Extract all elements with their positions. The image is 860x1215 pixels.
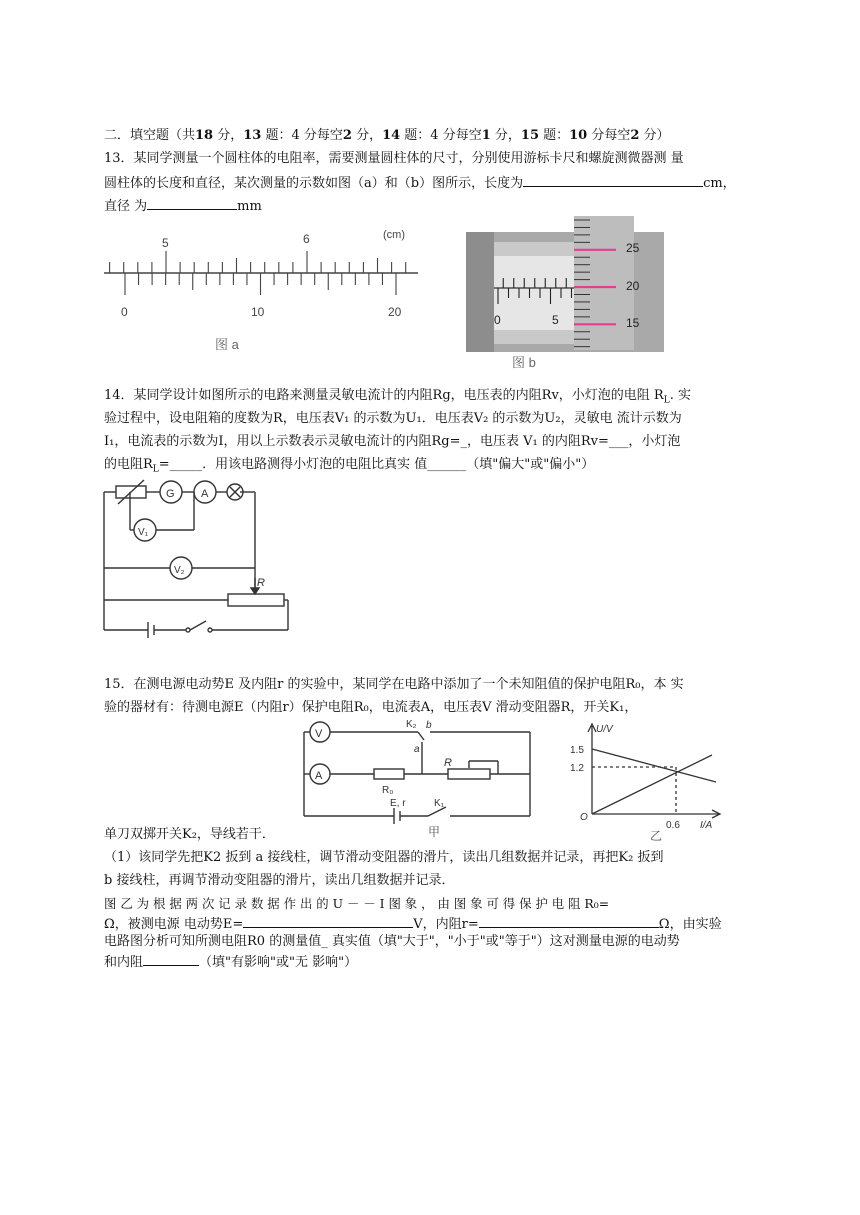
unit-mm: mm bbox=[237, 199, 262, 214]
sleeve-label-5: 5 bbox=[552, 313, 559, 327]
q15-line6: 图 乙 为 根 据 两 次 记 录 数 据 作 出 的 U － － I 图 象 ， 由 图 象 可 得 保 护 电 阻 R₀= bbox=[104, 896, 610, 911]
thimble-label-15: 15 bbox=[626, 316, 640, 330]
svg-text:V₂: V₂ bbox=[174, 565, 185, 576]
svg-text:K₁: K₁ bbox=[434, 798, 445, 809]
q13-line2-text: 圆柱体的长度和直径，某次测量的示数如图（a）和（b）图所示，长度为 bbox=[104, 176, 524, 191]
svg-text:R₀: R₀ bbox=[382, 785, 394, 796]
x-tick-0-6: 0.6 bbox=[666, 820, 680, 831]
header-part: 13 bbox=[243, 128, 262, 143]
header-part: 18 bbox=[195, 128, 214, 143]
svg-text:A: A bbox=[201, 488, 209, 500]
svg-text:b: b bbox=[426, 720, 432, 731]
header-part: 分， bbox=[213, 128, 244, 143]
x-axis-label: I/A bbox=[700, 820, 713, 831]
header-part: 题： bbox=[539, 128, 570, 143]
q15-line8: 电路图分析可知所测电阻R0 的测量值_ 真实值（填"大于"，"小于"或"等于"）这对测量电源的电动势 bbox=[104, 934, 680, 949]
q14-line1-sub: L bbox=[663, 395, 670, 406]
thimble-label-25: 25 bbox=[626, 241, 640, 255]
vernier-label-0: 0 bbox=[121, 305, 128, 319]
q14-line1-text: 14．某同学设计如图所示的电路来测量灵敏电流计的内阻Rg，电压表的内阻Rv，小灯泡的电阻 R bbox=[104, 388, 664, 403]
q13-line1: 13．某同学测量一个圆柱体的电阻率，需要测量圆柱体的尺寸，分别使用游标卡尺和螺旋测微器测 量 bbox=[104, 151, 684, 166]
figure-yi-caption: 乙 bbox=[650, 829, 663, 842]
q14-line4 bbox=[104, 456, 594, 479]
q15-line3: 单刀双掷开关K₂，导线若干． bbox=[104, 827, 275, 842]
influence-answer-blank bbox=[143, 952, 199, 966]
header-part: 分每空 bbox=[587, 128, 631, 143]
header-part: 题：4 分每空 bbox=[261, 128, 343, 143]
emf-answer-blank bbox=[243, 914, 413, 928]
u-i-graph-yi bbox=[570, 718, 730, 842]
y-axis-label: U/V bbox=[596, 724, 613, 735]
header-part: 分） bbox=[639, 128, 670, 143]
q14-line1-end: . 实 bbox=[669, 388, 691, 403]
q14-line4-text: 的电阻R bbox=[104, 457, 153, 472]
header-part: 1 bbox=[481, 128, 491, 143]
q15-line9-text: 和内阻 bbox=[104, 955, 144, 970]
unit-label: (cm) bbox=[383, 229, 405, 241]
header-part: 分， bbox=[490, 128, 521, 143]
q15-line7 bbox=[104, 914, 722, 934]
micrometer-figure bbox=[466, 212, 666, 372]
svg-text:A: A bbox=[315, 770, 323, 782]
svg-text:V: V bbox=[315, 728, 323, 740]
thimble-label-20: 20 bbox=[626, 279, 640, 293]
y-tick-1-2: 1.2 bbox=[570, 763, 584, 774]
svg-text:E, r: E, r bbox=[390, 798, 406, 809]
vernier-caliper-figure bbox=[100, 225, 430, 360]
q13-line3-text: 直径 为 bbox=[104, 199, 148, 214]
q14-line4-end: =_____．用该电路测得小灯泡的电阻比真实 值______（填"偏大"或"偏小"） bbox=[158, 457, 595, 472]
sleeve-label-0: 0 bbox=[494, 313, 501, 327]
q15-line9-end: （填"有影响"或"无 影响"） bbox=[199, 955, 358, 970]
diameter-answer-blank bbox=[147, 196, 237, 210]
q15-line2: 验的器材有：待测电源E（内阻r）保护电阻R₀，电流表A，电压表V 滑动变阻器R，开关K₁， bbox=[104, 700, 638, 715]
internal-resistance-blank bbox=[479, 914, 659, 928]
header-part: 2 bbox=[630, 128, 640, 143]
line-u-increasing bbox=[592, 755, 712, 814]
q15-circuit-jia bbox=[298, 716, 538, 838]
line-u-decreasing bbox=[592, 749, 716, 782]
figure-jia-caption: 甲 bbox=[428, 825, 441, 838]
q14-line2: 验过程中，设电阻箱的度数为R，电压表V₁ 的示数为U₁．电压表V₂ 的示数为U₂，灵敏电 流计示数为 bbox=[104, 411, 682, 426]
header-part: 题：4 分每空 bbox=[400, 128, 482, 143]
q15-line9 bbox=[104, 952, 357, 972]
section-header bbox=[104, 127, 670, 145]
header-part: 15 bbox=[520, 128, 539, 143]
q13-line2 bbox=[104, 173, 736, 193]
svg-text:K₂: K₂ bbox=[406, 719, 417, 730]
q15-line7-text: Ω，被测电源 电动势E= bbox=[104, 917, 244, 932]
length-answer-blank bbox=[523, 173, 703, 187]
q15-line1: 15．在测电源电动势E 及内阻r 的实验中，某同学在电路中添加了一个未知阻值的保护电阻R₀，本 实 bbox=[104, 677, 684, 692]
q14-line1 bbox=[104, 387, 691, 410]
svg-text:V₁: V₁ bbox=[138, 527, 149, 538]
q15-line7-end: Ω，由实验 bbox=[658, 917, 722, 932]
protective-resistor-r0 bbox=[374, 769, 404, 779]
figure-b-caption: 图 b bbox=[512, 355, 536, 370]
unit-cm: cm， bbox=[703, 176, 736, 191]
header-part: 14 bbox=[382, 128, 401, 143]
figure-a-caption: 图 a bbox=[215, 337, 239, 352]
svg-text:R: R bbox=[257, 577, 265, 589]
q14-line4-sub: L bbox=[152, 464, 159, 475]
svg-text:G: G bbox=[166, 488, 175, 500]
header-part: 二．填空题（共 bbox=[104, 128, 196, 143]
main-label-5: 5 bbox=[162, 236, 169, 250]
q13-line3 bbox=[104, 196, 262, 216]
header-part: 分， bbox=[351, 128, 383, 143]
q15-line4: （1）该同学先把K2 扳到 a 接线柱，调节滑动变阻器的滑片，读出几组数据并记录，再把K₂ 扳到 bbox=[104, 850, 664, 865]
svg-text:a: a bbox=[414, 744, 420, 755]
y-tick-1-5: 1.5 bbox=[570, 745, 584, 756]
q15-line7-mid: V，内阻r= bbox=[413, 917, 479, 932]
q14-line3: I₁，电流表的示数为I，用以上示数表示灵敏电流计的内阻Rg=_，电压表 V₁ 的内阻Rv=___，小灯泡 bbox=[104, 434, 681, 449]
rheostat-r bbox=[228, 594, 284, 606]
main-label-6: 6 bbox=[303, 232, 310, 246]
svg-text:R: R bbox=[444, 757, 452, 769]
q14-circuit-diagram bbox=[100, 478, 295, 638]
vernier-label-10: 10 bbox=[251, 305, 265, 319]
origin-label: O bbox=[580, 812, 588, 823]
q15-line5: b 接线柱，再调节滑动变阻器的滑片，读出几组数据并记录． bbox=[104, 873, 455, 888]
vernier-label-20: 20 bbox=[388, 305, 402, 319]
header-part: 2 bbox=[342, 128, 352, 143]
rheostat-r15 bbox=[448, 769, 490, 779]
header-part: 10 bbox=[569, 128, 588, 143]
